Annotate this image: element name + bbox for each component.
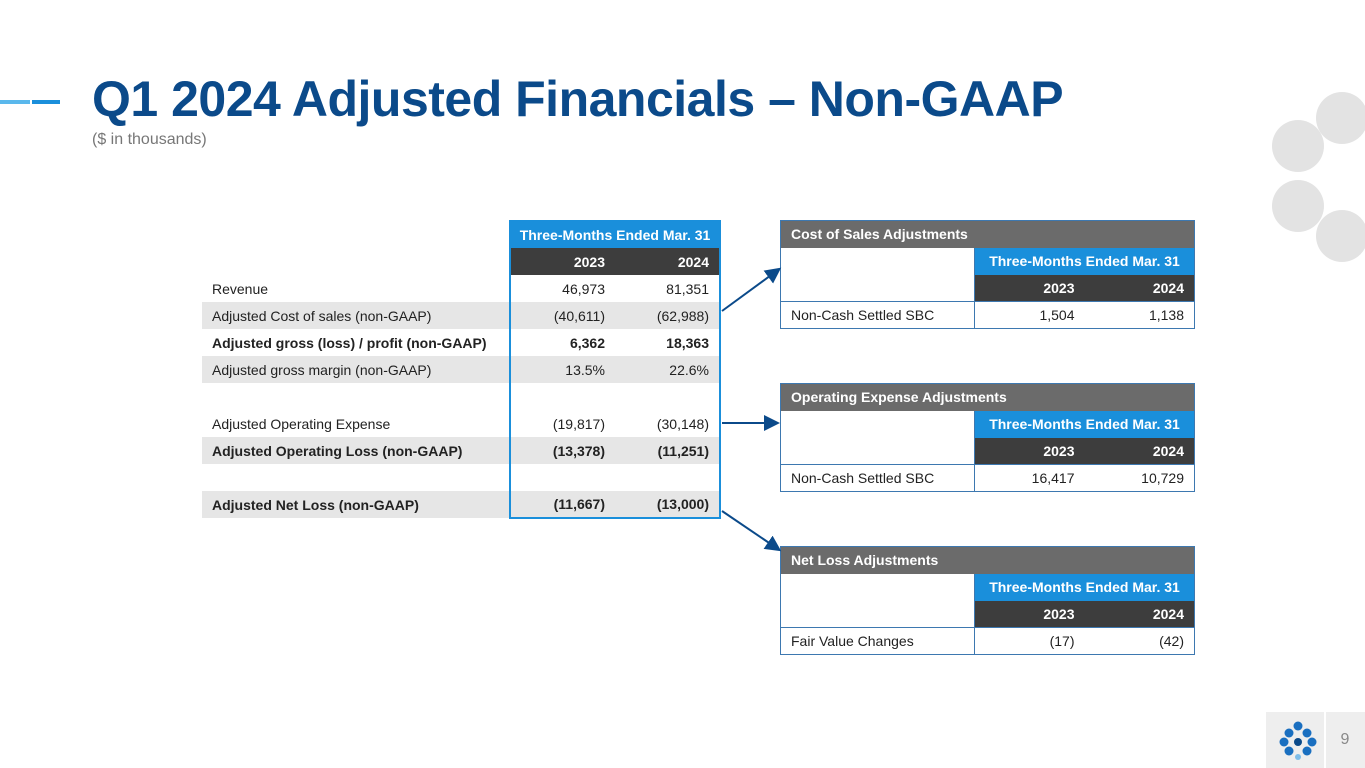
year-header-2023: 2023 — [975, 275, 1085, 302]
period-header: Three-Months Ended Mar. 31 — [975, 411, 1195, 438]
year-header-2024: 2024 — [1085, 275, 1195, 302]
adjustment-table-title: Cost of Sales Adjustments — [781, 221, 1195, 248]
adjustment-table-title: Operating Expense Adjustments — [781, 384, 1195, 411]
page-number: 9 — [1340, 731, 1350, 748]
footer-divider — [1324, 712, 1326, 768]
table-row — [781, 628, 1195, 655]
table-row — [202, 491, 720, 518]
table-row — [781, 465, 1195, 492]
row-value-2023: (40,611) — [510, 302, 615, 329]
row-value-2023: 1,504 — [975, 302, 1085, 329]
row-value-2024: (30,148) — [615, 410, 720, 437]
row-value-2024: 10,729 — [1085, 465, 1195, 492]
row-value-2024: (62,988) — [615, 302, 720, 329]
row-value-2024: 1,138 — [1085, 302, 1195, 329]
row-value-2023: (19,817) — [510, 410, 615, 437]
row-value-2024: (42) — [1085, 628, 1195, 655]
table-row — [202, 302, 720, 329]
cost-of-sales-adjustments-table — [780, 220, 1195, 329]
period-header: Three-Months Ended Mar. 31 — [510, 221, 720, 248]
accent-line-dark — [32, 100, 60, 104]
row-value-2023: 46,973 — [510, 275, 615, 302]
net-loss-adjustments-table — [780, 546, 1195, 655]
row-value-2023: (13,378) — [510, 437, 615, 464]
row-value-2023: (17) — [975, 628, 1085, 655]
row-value-2024: 22.6% — [615, 356, 720, 383]
arrow-to-net-loss-icon — [722, 511, 778, 549]
row-value-2024: 18,363 — [615, 329, 720, 356]
row-label: Adjusted Net Loss (non-GAAP) — [202, 491, 510, 518]
period-header-row — [202, 221, 720, 248]
period-header: Three-Months Ended Mar. 31 — [975, 248, 1195, 275]
table-row — [202, 329, 720, 356]
page-title: Q1 2024 Adjusted Financials – Non-GAAP — [92, 71, 1064, 127]
operating-expense-adjustments-table — [780, 383, 1195, 492]
year-header-2024: 2024 — [1085, 438, 1195, 465]
row-value-2024: (11,251) — [615, 437, 720, 464]
table-row-spacer — [202, 383, 720, 410]
table-row-spacer — [202, 464, 720, 491]
row-value-2024: 81,351 — [615, 275, 720, 302]
arrow-to-cost-of-sales-icon — [722, 270, 778, 311]
adjustment-table-title: Net Loss Adjustments — [781, 547, 1195, 574]
accent-line-light — [0, 100, 30, 104]
table-row — [781, 302, 1195, 329]
table-row — [202, 356, 720, 383]
row-label: Adjusted Operating Loss (non-GAAP) — [202, 437, 510, 464]
decorative-circles-icon — [1265, 88, 1365, 268]
table-row — [202, 410, 720, 437]
row-label: Adjusted gross margin (non-GAAP) — [202, 356, 510, 383]
row-value-2023: 13.5% — [510, 356, 615, 383]
row-label: Non-Cash Settled SBC — [781, 302, 975, 329]
row-label: Fair Value Changes — [781, 628, 975, 655]
row-value-2024: (13,000) — [615, 491, 720, 518]
year-header-row — [202, 248, 720, 275]
row-value-2023: 16,417 — [975, 465, 1085, 492]
row-label: Adjusted gross (loss) / profit (non-GAAP) — [212, 334, 487, 351]
row-label: Adjusted Cost of sales (non-GAAP) — [202, 302, 510, 329]
year-header-2023: 2023 — [510, 248, 615, 275]
year-header-2023: 2023 — [975, 438, 1085, 465]
table-row — [202, 275, 720, 302]
year-header-2024: 2024 — [615, 248, 720, 275]
year-header-2024: 2024 — [1085, 601, 1195, 628]
row-label: Revenue — [212, 280, 269, 297]
row-label: Adjusted Operating Expense — [212, 415, 391, 432]
main-financials-table — [202, 220, 721, 519]
period-header: Three-Months Ended Mar. 31 — [975, 574, 1195, 601]
page-subtitle: ($ in thousands) — [92, 131, 207, 148]
row-value-2023: (11,667) — [510, 491, 615, 518]
row-label: Non-Cash Settled SBC — [781, 465, 975, 492]
year-header-2023: 2023 — [975, 601, 1085, 628]
table-row — [202, 437, 720, 464]
company-logo-icon — [1276, 720, 1320, 760]
row-value-2023: 6,362 — [510, 329, 615, 356]
